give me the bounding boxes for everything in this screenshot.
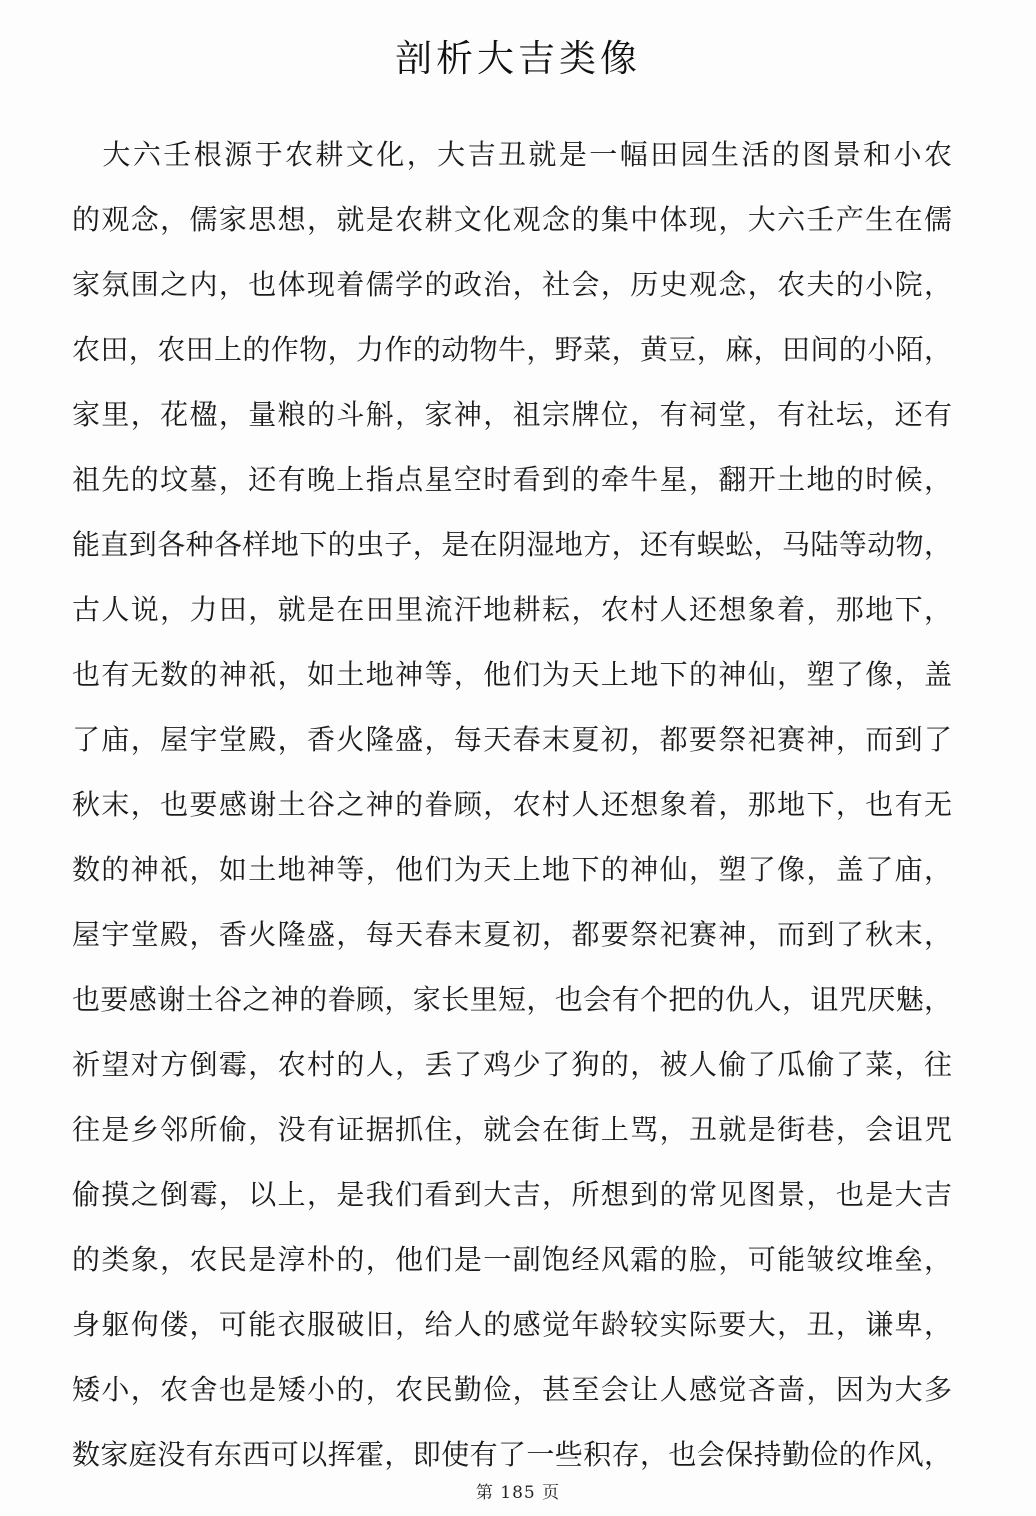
text-line: 大六壬根源于农耕文化，大吉丑就是一幅田园生活的图景和小农 (72, 138, 952, 171)
text-line: 家氛围之内，也体现着儒学的政治，社会，历史观念，农夫的小院， (72, 268, 952, 301)
text-line: 古人说，力田，就是在田里流汗地耕耘，农村人还想象着，那地下， (72, 593, 952, 626)
text-line: 矮小，农舍也是矮小的，农民勤俭，甚至会让人感觉吝啬，因为大多 (72, 1373, 952, 1406)
text-line: 农田，农田上的作物，力作的动物牛，野菜，黄豆，麻，田间的小陌， (72, 333, 952, 366)
body-text (72, 122, 952, 1487)
text-line: 的观念，儒家思想，就是农耕文化观念的集中体现，大六壬产生在儒 (72, 203, 952, 236)
text-line: 屋宇堂殿，香火隆盛，每天春末夏初，都要祭祀赛神，而到了秋末， (72, 918, 952, 951)
text-line: 家里，花楹，量粮的斗斛，家神，祖宗牌位，有祠堂，有社坛，还有 (72, 398, 952, 431)
text-line: 往是乡邻所偷，没有证据抓住，就会在街上骂，丑就是街巷，会诅咒 (72, 1113, 952, 1146)
page-number: 第 185 页 (475, 1483, 561, 1503)
text-line: 也有无数的神祇，如土地神等，他们为天上地下的神仙，塑了像，盖 (72, 658, 952, 691)
text-line: 也要感谢土谷之神的眷顾，家长里短，也会有个把的仇人，诅咒厌魅， (72, 983, 952, 1016)
text-line: 数的神祇，如土地神等，他们为天上地下的神仙，塑了像，盖了庙， (72, 853, 952, 886)
text-line: 身躯佝偻，可能衣服破旧，给人的感觉年龄较实际要大，丑，谦卑， (72, 1308, 952, 1341)
text-line: 能直到各种各样地下的虫子，是在阴湿地方，还有蜈蚣，马陆等动物， (72, 528, 952, 561)
text-line: 偷摸之倒霉，以上，是我们看到大吉，所想到的常见图景，也是大吉 (72, 1178, 952, 1211)
page-title: 剖析大吉类像 (395, 37, 641, 80)
text-line: 的类象，农民是淳朴的，他们是一副饱经风霜的脸，可能皱纹堆垒， (72, 1243, 952, 1276)
text-line: 秋末，也要感谢土谷之神的眷顾，农村人还想象着，那地下，也有无 (72, 788, 952, 821)
text-line: 数家庭没有东西可以挥霍，即使有了一些积存，也会保持勤俭的作风， (72, 1438, 952, 1471)
text-line: 祈望对方倒霉，农村的人，丢了鸡少了狗的，被人偷了瓜偷了菜，往 (72, 1048, 952, 1081)
text-line: 祖先的坟墓，还有晚上指点星空时看到的牵牛星，翻开土地的时候， (72, 463, 952, 496)
text-line: 了庙，屋宇堂殿，香火隆盛，每天春末夏初，都要祭祀赛神，而到了 (72, 723, 952, 756)
